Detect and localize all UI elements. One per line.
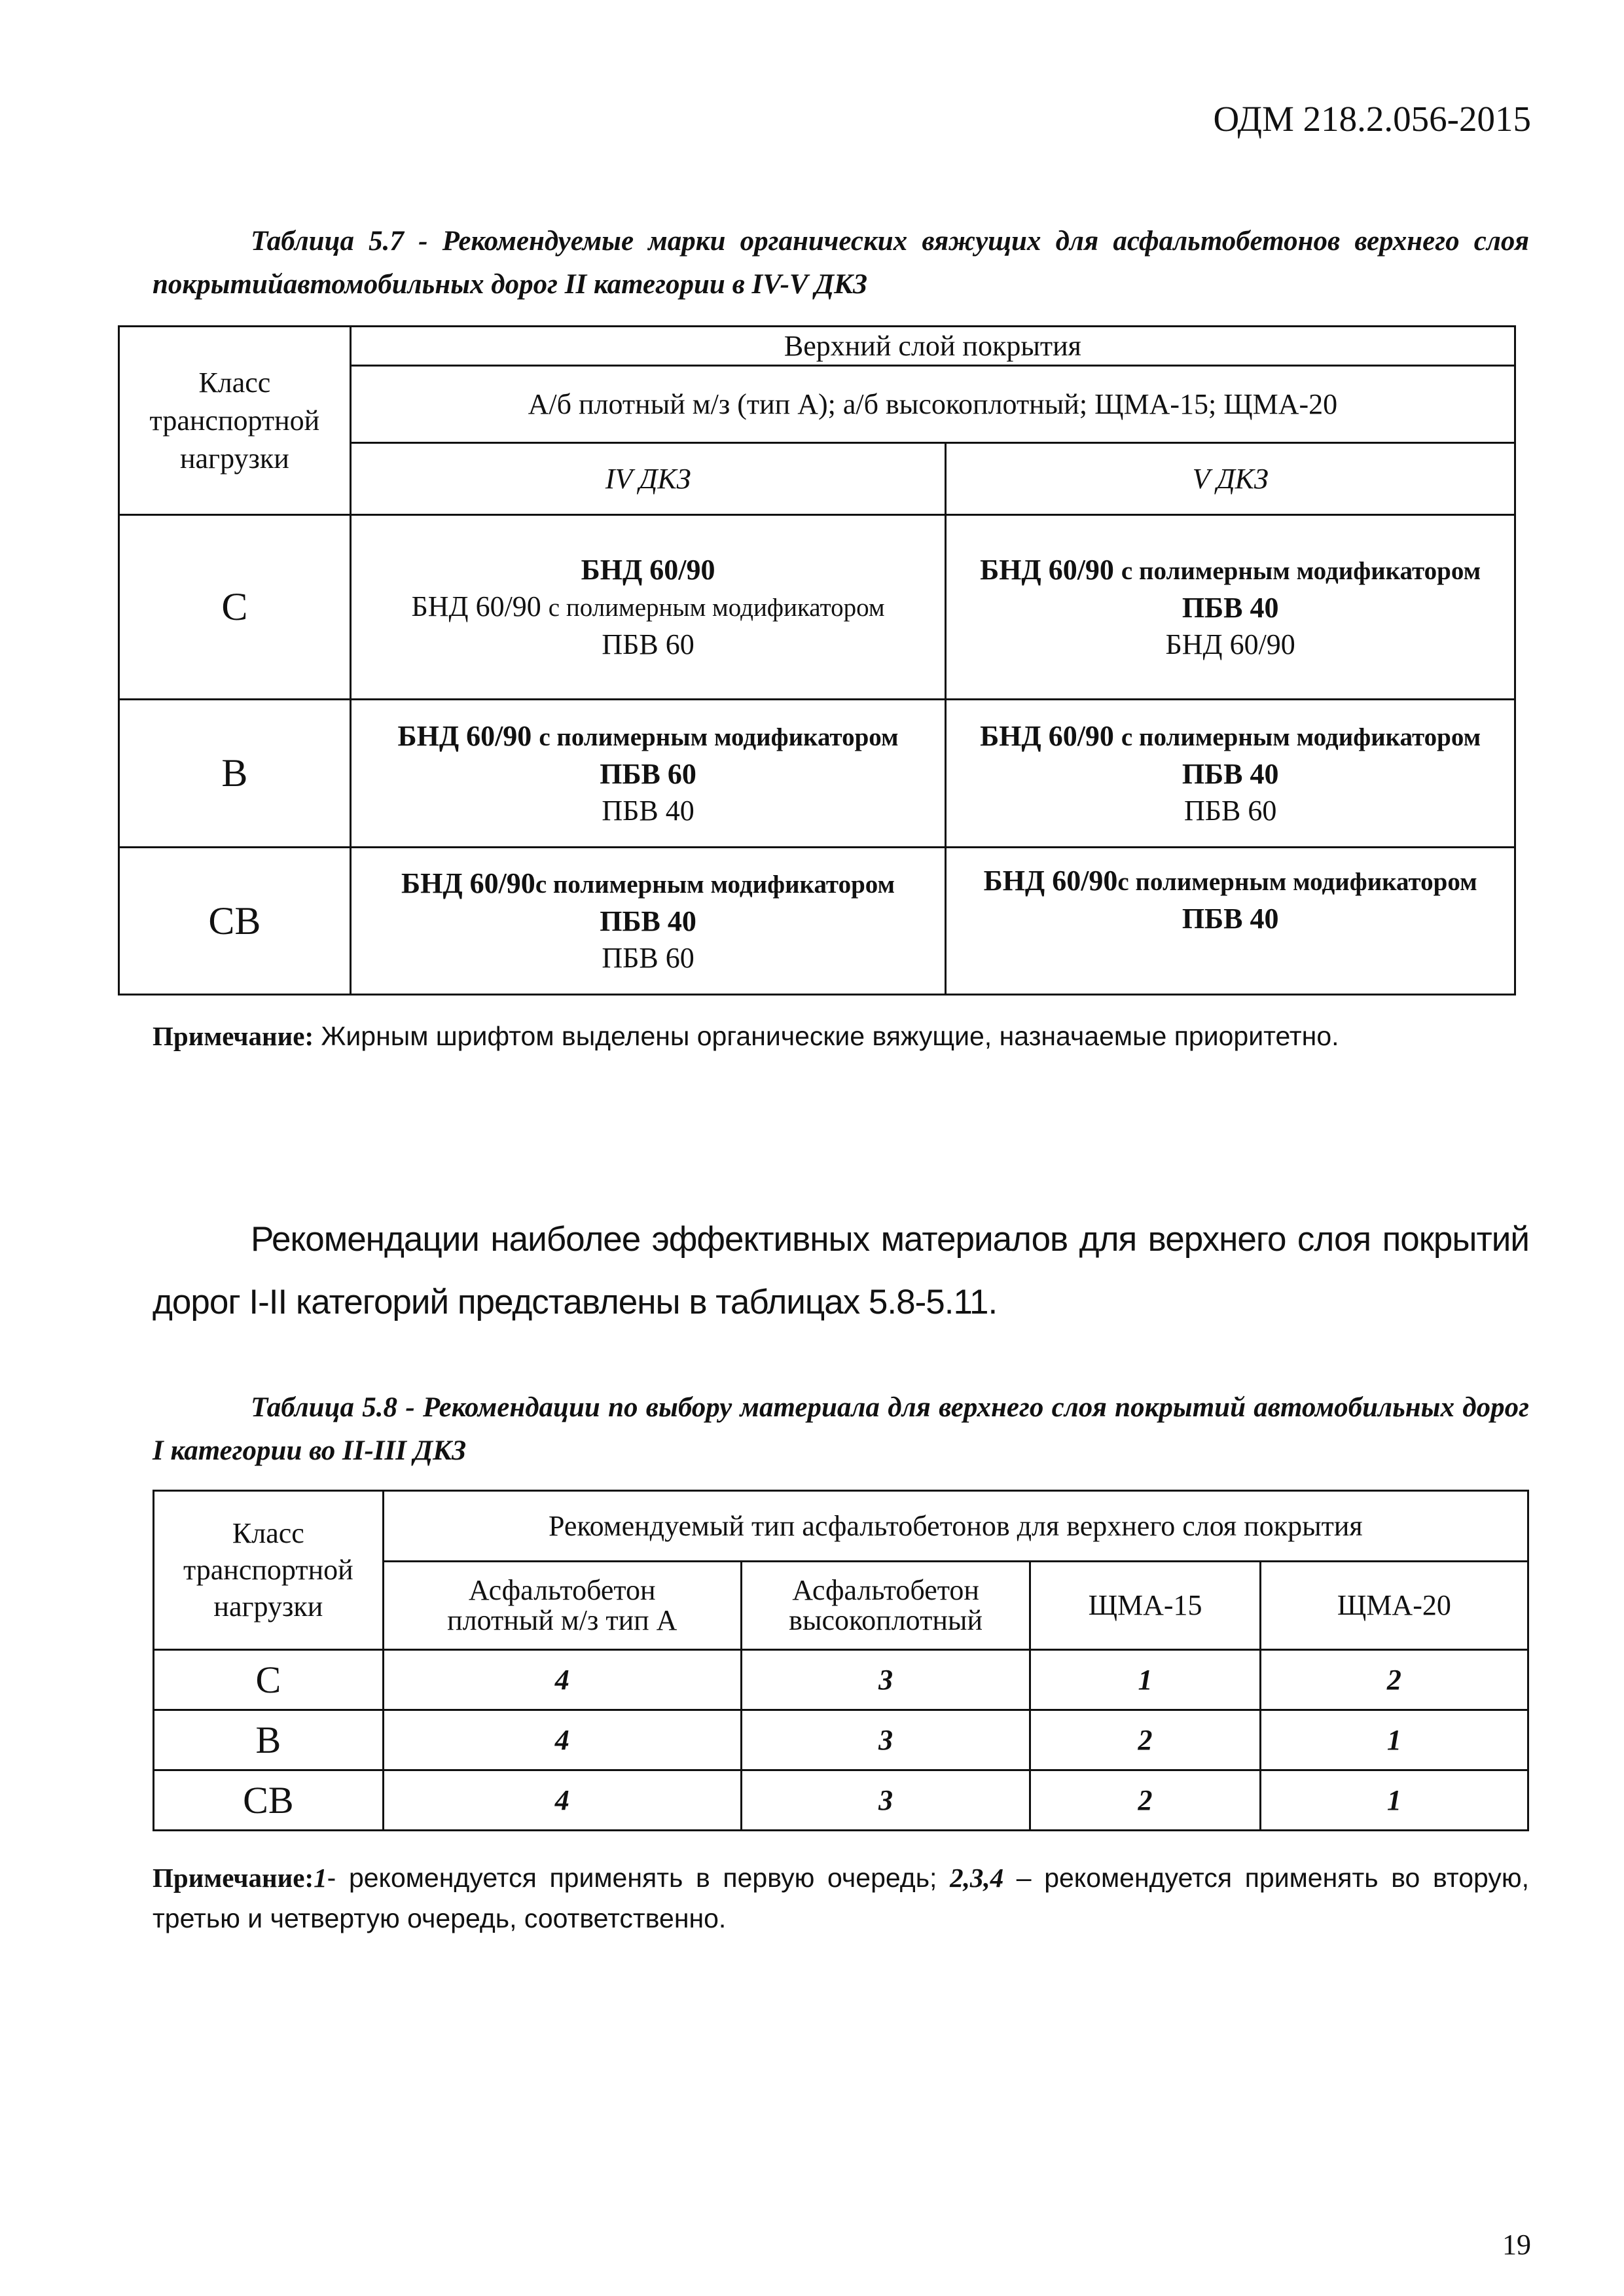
- column-header-line: высокоплотный: [789, 1604, 983, 1636]
- binder-cell-v: [946, 515, 1515, 700]
- column-header-line: плотный м/з тип А: [447, 1604, 677, 1636]
- binder-line: [352, 865, 945, 903]
- note-text: – рекомендуется применять во вторую, третью и четвертую очередь, соответственно.: [153, 1863, 1529, 1933]
- binder-line: ПБВ 40: [600, 905, 696, 937]
- table-5-7-caption-text: Таблица 5.7 - Рекомендуемые марки органических вяжущих для асфальтобетонов верхнего слоя покрытийавтомобильных дорог II категории в IV-V ДКЗ: [153, 226, 1529, 300]
- binder-modifier: с полимерным модификатором: [1121, 723, 1481, 751]
- document-code: ОДМ 218.2.056-2015: [1213, 99, 1531, 139]
- rank-cell: 4: [383, 1710, 741, 1770]
- binder-line: ПБВ 60: [602, 942, 695, 974]
- rank-cell: 1: [1260, 1770, 1528, 1831]
- column-header-line: Асфальтобетон: [792, 1574, 979, 1606]
- table-row: [119, 848, 1515, 995]
- binder-cell-iv: [350, 848, 946, 995]
- binder-name: БНД 60/90: [411, 590, 549, 622]
- binder-line: [947, 863, 1514, 901]
- binder-line: ПБВ 40: [1182, 591, 1279, 624]
- note-label: Примечание:: [153, 1021, 314, 1051]
- binder-cell-v: [946, 848, 1515, 995]
- class-header-line: нагрузки: [179, 442, 289, 475]
- zone-header-v: V ДКЗ: [946, 443, 1515, 515]
- note-text: Жирным шрифтом выделены органические вяжущие, назначаемые приоритетно.: [314, 1021, 1339, 1051]
- binder-line: ПБВ 40: [1182, 903, 1279, 935]
- table-row: [154, 1650, 1528, 1710]
- binder-line: ПБВ 60: [602, 628, 695, 660]
- class-header-cell: [154, 1491, 384, 1650]
- table-5-7: [118, 325, 1516, 996]
- table-5-8-caption: [153, 1386, 1529, 1473]
- column-header: ЩМА-20: [1260, 1562, 1528, 1650]
- class-header-line: Класс: [232, 1517, 304, 1549]
- binder-line: БНД 60/90: [1165, 628, 1295, 660]
- binder-line: [352, 588, 945, 626]
- page-number: 19: [1502, 2229, 1531, 2261]
- rank-cell: 3: [741, 1710, 1030, 1770]
- material-header-cell: А/б плотный м/з (тип А); а/б высокоплотный; ЩМА-15; ЩМА-20: [350, 366, 1515, 443]
- table-row: [154, 1770, 1528, 1831]
- binder-modifier: с полимерным модификатором: [548, 593, 885, 622]
- class-header-line: транспортной: [149, 404, 320, 437]
- class-cell: СВ: [154, 1770, 384, 1831]
- table-row: [119, 700, 1515, 848]
- rank-cell: 4: [383, 1770, 741, 1831]
- rank-cell: 2: [1030, 1710, 1260, 1770]
- binder-cell-iv: [350, 700, 946, 848]
- binder-name: БНД 60/90: [983, 865, 1118, 897]
- note-rank: 1: [314, 1863, 327, 1893]
- rank-cell: 3: [741, 1770, 1030, 1831]
- class-cell: В: [119, 700, 351, 848]
- binder-name: БНД 60/90: [397, 719, 539, 752]
- rank-cell: 4: [383, 1650, 741, 1710]
- table-5-8-note: [153, 1857, 1529, 1939]
- binder-line: [947, 552, 1514, 590]
- binder-modifier: с полимерным модификатором: [535, 870, 895, 899]
- class-cell: С: [154, 1650, 384, 1710]
- class-header-line: Класс: [198, 366, 271, 399]
- column-header-line: Асфальтобетон: [468, 1574, 656, 1606]
- class-cell: С: [119, 515, 351, 700]
- class-header-line: нагрузки: [213, 1590, 323, 1623]
- binder-line: [947, 718, 1514, 756]
- binder-line: ПБВ 40: [602, 794, 695, 827]
- zone-header-iv: IV ДКЗ: [350, 443, 946, 515]
- body-paragraph: [153, 1208, 1529, 1334]
- rank-cell: 1: [1260, 1710, 1528, 1770]
- class-header-line: транспортной: [183, 1554, 353, 1586]
- binder-cell-iv: [350, 515, 946, 700]
- binder-modifier: с полимерным модификатором: [539, 723, 899, 751]
- binder-line: БНД 60/90: [581, 553, 715, 586]
- note-label: Примечание:: [153, 1863, 314, 1893]
- group-header-cell: Рекомендуемый тип асфальтобетонов для верхнего слоя покрытия: [383, 1491, 1528, 1562]
- body-paragraph-text: Рекомендации наиболее эффективных материалов для верхнего слоя покрытий дорог I-II категорий представлены в таблицах 5.8-5.11.: [153, 1220, 1529, 1321]
- binder-line: ПБВ 40: [1182, 757, 1279, 790]
- column-header: ЩМА-15: [1030, 1562, 1260, 1650]
- column-header: [741, 1562, 1030, 1650]
- group-header-cell: Верхний слой покрытия: [350, 327, 1515, 366]
- binder-line: ПБВ 60: [1183, 794, 1277, 827]
- table-5-8-caption-text: Таблица 5.8 - Рекомендации по выбору материала для верхнего слоя покрытий автомобильных дорог I категории во II-III ДКЗ: [153, 1392, 1529, 1466]
- binder-name: БНД 60/90: [980, 553, 1121, 586]
- class-header-cell: [119, 327, 351, 515]
- note-text: - рекомендуется применять в первую очередь;: [327, 1863, 950, 1893]
- table-5-8: [153, 1490, 1529, 1831]
- rank-cell: 2: [1030, 1770, 1260, 1831]
- class-cell: СВ: [119, 848, 351, 995]
- rank-cell: 3: [741, 1650, 1030, 1710]
- table-row: [154, 1710, 1528, 1770]
- table-5-7-note: [153, 1016, 1529, 1056]
- rank-cell: 1: [1030, 1650, 1260, 1710]
- table-row: [119, 515, 1515, 700]
- binder-cell-v: [946, 700, 1515, 848]
- binder-name: БНД 60/90: [980, 719, 1121, 752]
- binder-modifier: с полимерным модификатором: [1117, 868, 1477, 896]
- binder-line: ПБВ 60: [600, 757, 696, 790]
- binder-name: БНД 60/90: [401, 867, 535, 899]
- class-cell: В: [154, 1710, 384, 1770]
- note-rank: 2,3,4: [950, 1863, 1004, 1893]
- binder-line: [352, 718, 945, 756]
- column-header: [383, 1562, 741, 1650]
- rank-cell: 2: [1260, 1650, 1528, 1710]
- table-5-7-caption: [153, 220, 1529, 306]
- binder-modifier: с полимерным модификатором: [1121, 556, 1481, 585]
